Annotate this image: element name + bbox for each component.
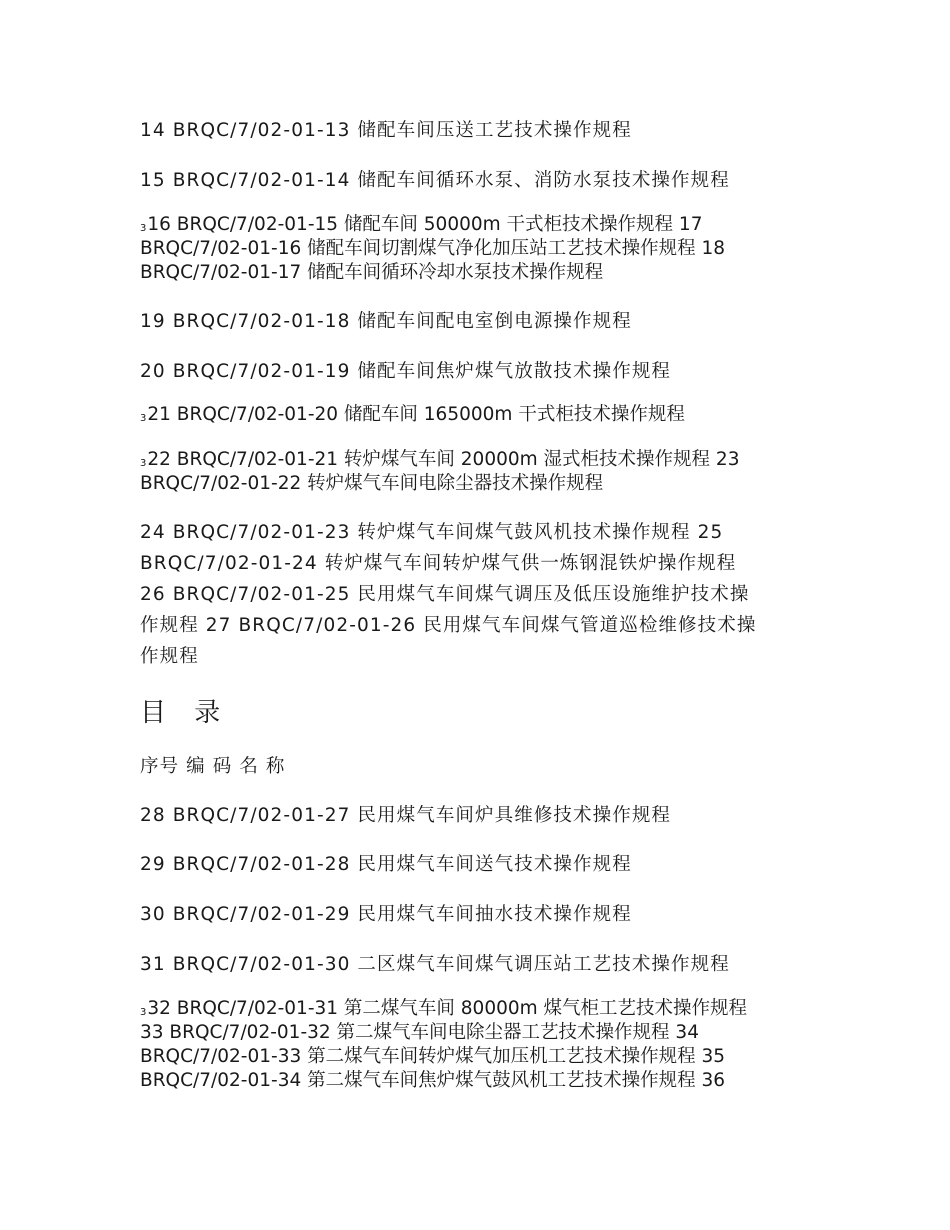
toc-line: 14 BRQC/7/02-01-13 储配车间压送工艺技术操作规程 (140, 120, 632, 141)
toc-column-header: 序号 编 码 名 称 (140, 756, 286, 777)
toc-line: 20 BRQC/7/02-01-19 储配车间焦炉煤气放散技术操作规程 (140, 361, 672, 382)
toc-line: 332 BRQC/7/02-01-31 第二煤气车间 80000m 煤气柜工艺技术操作规程 (140, 998, 748, 1019)
toc-line: 作规程 27 BRQC/7/02-01-26 民用煤气车间煤气管道巡检维修技术操 (140, 615, 757, 636)
toc-title: 目 录 (140, 698, 231, 728)
toc-line: 316 BRQC/7/02-01-15 储配车间 50000m 干式柜技术操作规程 17 (140, 214, 703, 235)
superscript: 3 (140, 413, 147, 424)
toc-line: 33 BRQC/7/02-01-32 第二煤气车间电除尘器工艺技术操作规程 34 (140, 1022, 699, 1043)
toc-line: BRQC/7/02-01-17 储配车间循环冷却水泵技术操作规程 (140, 262, 604, 283)
toc-line: BRQC/7/02-01-22 转炉煤气车间电除尘器技术操作规程 (140, 473, 604, 494)
toc-line: 28 BRQC/7/02-01-27 民用煤气车间炉具维修技术操作规程 (140, 805, 672, 826)
toc-line: BRQC/7/02-01-34 第二煤气车间焦炉煤气鼓风机工艺技术操作规程 36 (140, 1070, 726, 1091)
toc-line: 30 BRQC/7/02-01-29 民用煤气车间抽水技术操作规程 (140, 904, 632, 925)
superscript: 3 (140, 458, 147, 469)
toc-line: 322 BRQC/7/02-01-21 转炉煤气车间 20000m 湿式柜技术操作规程 23 (140, 449, 740, 470)
toc-line: 15 BRQC/7/02-01-14 储配车间循环水泵、消防水泵技术操作规程 (140, 170, 730, 191)
toc-line: 29 BRQC/7/02-01-28 民用煤气车间送气技术操作规程 (140, 854, 632, 875)
toc-line: BRQC/7/02-01-16 储配车间切割煤气净化加压站工艺技术操作规程 18 (140, 238, 726, 259)
toc-line: 24 BRQC/7/02-01-23 转炉煤气车间煤气鼓风机技术操作规程 25 (140, 522, 724, 543)
toc-line: BRQC/7/02-01-33 第二煤气车间转炉煤气加压机工艺技术操作规程 35 (140, 1046, 726, 1067)
superscript: 3 (140, 223, 147, 234)
toc-line: 作规程 (140, 646, 199, 667)
toc-line: 321 BRQC/7/02-01-20 储配车间 165000m 干式柜技术操作规程 (140, 404, 685, 425)
toc-line: 31 BRQC/7/02-01-30 二区煤气车间煤气调压站工艺技术操作规程 (140, 954, 730, 975)
toc-line: 26 BRQC/7/02-01-25 民用煤气车间煤气调压及低压设施维护技术操 (140, 584, 750, 605)
toc-line: 19 BRQC/7/02-01-18 储配车间配电室倒电源操作规程 (140, 311, 632, 332)
superscript: 3 (140, 1007, 147, 1018)
toc-line: BRQC/7/02-01-24 转炉煤气车间转炉煤气供一炼钢混铁炉操作规程 (140, 553, 737, 574)
